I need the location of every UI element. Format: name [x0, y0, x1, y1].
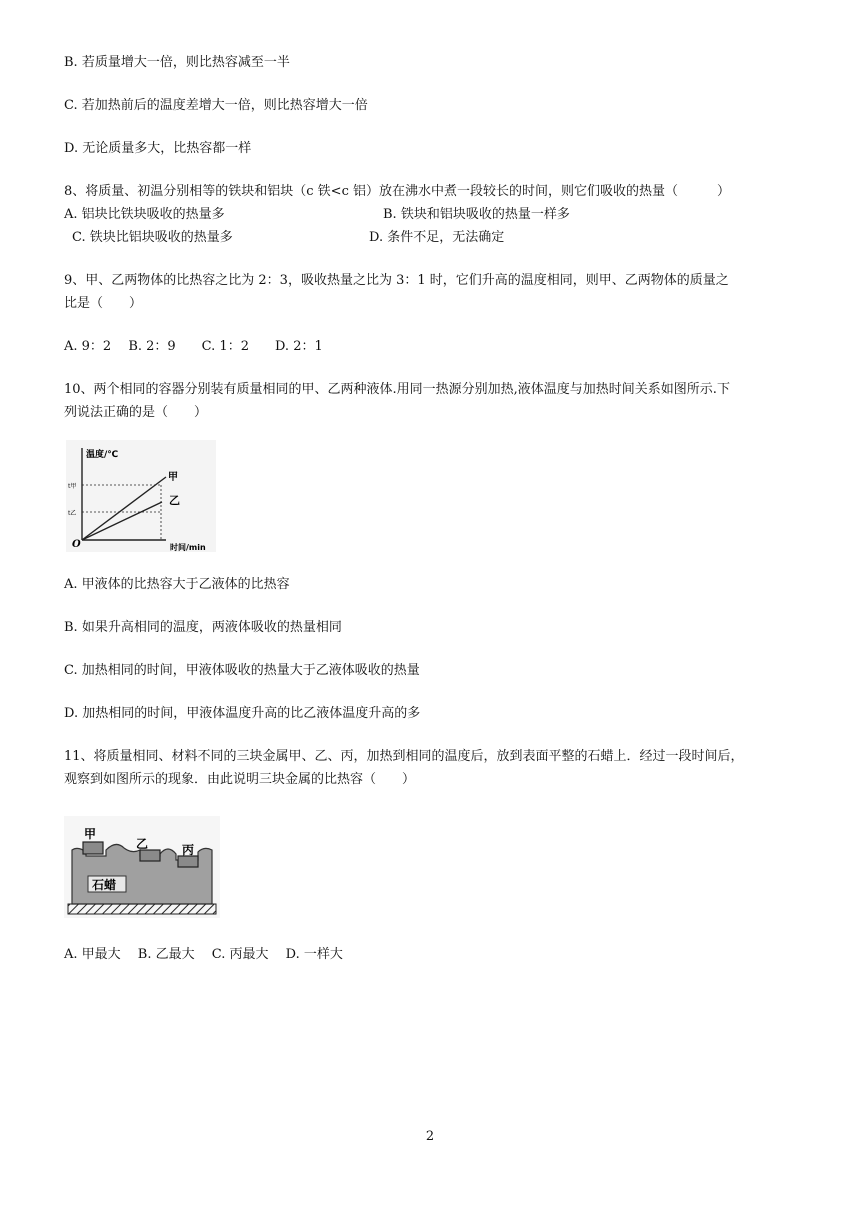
metal-block-bing — [178, 856, 198, 867]
question-10-line2: 列说法正确的是（ ） — [64, 405, 208, 420]
label-yi: 乙 — [169, 494, 180, 507]
option-8a: A. 铝块比铁块吸收的热量多 — [64, 207, 225, 222]
metal-block-jia — [83, 842, 103, 854]
x-axis-label: 时间/min — [170, 543, 206, 552]
label-jia: 甲 — [84, 827, 97, 841]
table-base — [68, 904, 216, 914]
metal-block-yi — [140, 850, 160, 861]
option-10b: B. 如果升高相同的温度，两液体吸收的热量相同 — [64, 620, 342, 635]
question-10-line1: 10、两个相同的容器分别装有质量相同的甲、乙两种液体.用同一热源分别加热,液体温度与加热时间关系如图所示.下 — [64, 382, 730, 397]
wax-figure — [64, 816, 220, 918]
origin-label: O — [72, 539, 81, 550]
option-7c: C. 若加热前后的温度差增大一倍，则比热容增大一倍 — [64, 98, 368, 113]
tick-t-jia: t甲 — [68, 483, 77, 490]
wax-label: 石蜡 — [92, 878, 117, 892]
option-8c: C. 铁块比铝块吸收的热量多 — [72, 230, 233, 245]
option-8d: D. 条件不足，无法确定 — [369, 230, 505, 245]
question-9-line1: 9、甲、乙两物体的比热容之比为 2：3，吸收热量之比为 3：1 时，它们升高的温度相同，则甲、乙两物体的质量之 — [64, 273, 729, 288]
options-9: A. 9：2 B. 2：9 C. 1：2 D. 2：1 — [64, 339, 323, 354]
label-yi: 乙 — [136, 837, 149, 851]
tick-t-yi: t乙 — [68, 510, 77, 517]
option-7b: B. 若质量增大一倍，则比热容减至一半 — [64, 55, 290, 70]
options-11: A. 甲最大 B. 乙最大 C. 丙最大 D. 一样大 — [64, 947, 343, 962]
question-8: 8、将质量、初温分别相等的铁块和铝块（c 铁<c 铝）放在沸水中煮一段较长的时间，则它们吸收的热量（ ） — [64, 184, 730, 199]
page-number: 2 — [425, 1129, 435, 1144]
question-11-line1: 11、将质量相同、材料不同的三块金属甲、乙、丙，加热到相同的温度后，放到表面平整的石蜡上．经过一段时间后， — [64, 749, 744, 764]
question-11-line2: 观察到如图所示的现象．由此说明三块金属的比热容（ ） — [64, 772, 416, 787]
option-8b: B. 铁块和铝块吸收的热量一样多 — [383, 207, 570, 222]
option-7d: D. 无论质量多大，比热容都一样 — [64, 141, 252, 156]
question-9-line2: 比是（ ） — [64, 296, 143, 311]
option-10d: D. 加热相同的时间，甲液体温度升高的比乙液体温度升高的多 — [64, 706, 421, 721]
option-10c: C. 加热相同的时间，甲液体吸收的热量大于乙液体吸收的热量 — [64, 663, 420, 678]
option-10a: A. 甲液体的比热容大于乙液体的比热容 — [64, 577, 290, 592]
label-bing: 丙 — [182, 843, 195, 857]
label-jia: 甲 — [168, 472, 178, 483]
temperature-time-graph — [66, 440, 216, 552]
y-axis-label: 温度/℃ — [86, 450, 119, 460]
